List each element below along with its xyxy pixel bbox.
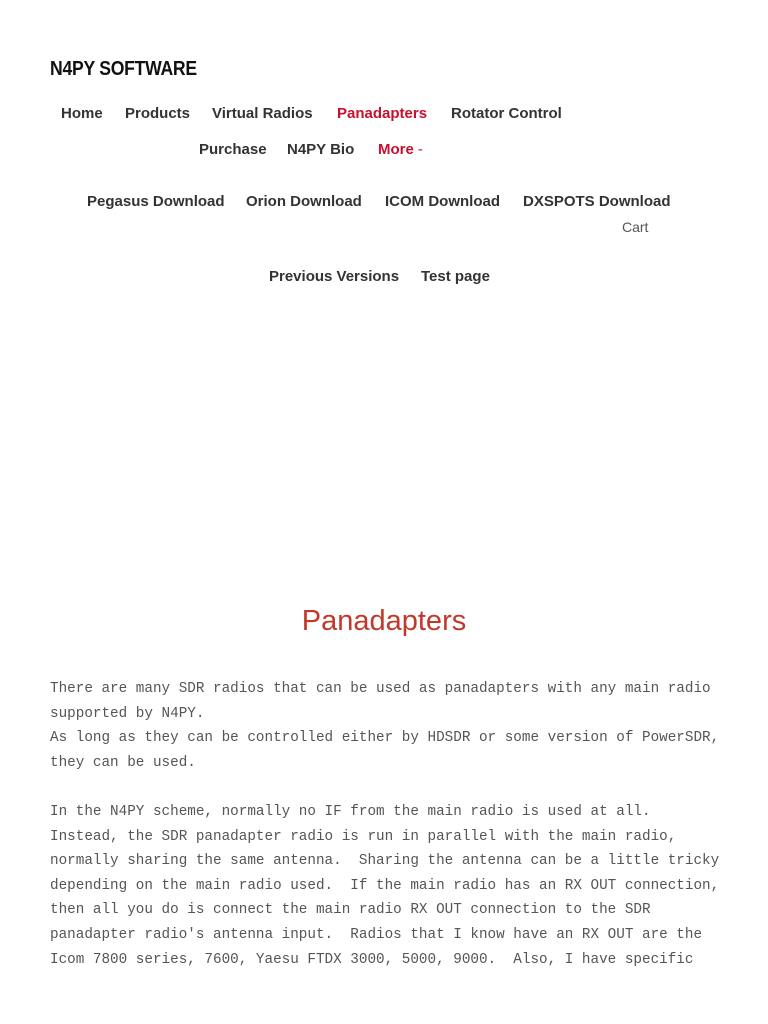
paragraph-line: As long as they can be controlled either by HDSDR or some version of PowerSDR, <box>50 730 720 747</box>
site-title[interactable]: N4PY SOFTWARE <box>50 58 197 80</box>
paragraph-line: then all you do is connect the main radio RX OUT connection to the SDR <box>50 902 651 919</box>
nav-home[interactable]: Home <box>61 105 103 122</box>
chevron-down-icon: - <box>417 141 423 158</box>
paragraph-line: depending on the main radio used. If the main radio has an RX OUT connection, <box>50 877 720 894</box>
nav-panadapters[interactable]: Panadapters <box>337 105 428 122</box>
nav-bio[interactable]: N4PY Bio <box>287 141 355 158</box>
paragraph-spacer <box>50 775 730 800</box>
nav-more-label: More <box>378 141 414 158</box>
nav-pegasus-download[interactable]: Pegasus Download <box>87 193 225 210</box>
nav-test-page[interactable]: Test page <box>421 268 490 285</box>
nav-purchase[interactable]: Purchase <box>199 141 267 158</box>
paragraph-line: Icom 7800 series, 7600, Yaesu FTDX 3000, 5000, 9000. Also, I have specific <box>50 951 694 968</box>
nav-virtual-radios[interactable]: Virtual Radios <box>212 105 313 122</box>
nav-rotator-control[interactable]: Rotator Control <box>451 105 562 122</box>
nav-previous-versions[interactable]: Previous Versions <box>269 268 400 285</box>
paragraph-line: normally sharing the same antenna. Sharing the antenna can be a little tricky <box>50 853 720 870</box>
paragraph-line: In the N4PY scheme, normally no IF from the main radio is used at all. <box>50 803 651 820</box>
nav-dxspots-download[interactable]: DXSPOTS Download <box>523 193 671 210</box>
paragraph-line: There are many SDR radios that can be used as panadapters with any main radio <box>50 681 711 697</box>
nav-icom-download[interactable]: ICOM Download <box>385 193 500 210</box>
page-title: Panadapters <box>301 605 467 637</box>
paragraph-line: they can be used. <box>50 754 196 771</box>
paragraph-line: Instead, the SDR panadapter radio is run in parallel with the main radio, <box>50 828 677 845</box>
paragraph-line: supported by N4PY. <box>50 705 205 722</box>
paragraph-line: panadapter radio's antenna input. Radios that I know have an RX OUT are the <box>50 926 703 943</box>
nav-more[interactable] <box>378 141 423 158</box>
nav-orion-download[interactable]: Orion Download <box>246 193 362 210</box>
nav-products[interactable]: Products <box>125 105 191 122</box>
cart-link[interactable]: Cart <box>622 219 649 235</box>
page-content <box>50 677 730 972</box>
